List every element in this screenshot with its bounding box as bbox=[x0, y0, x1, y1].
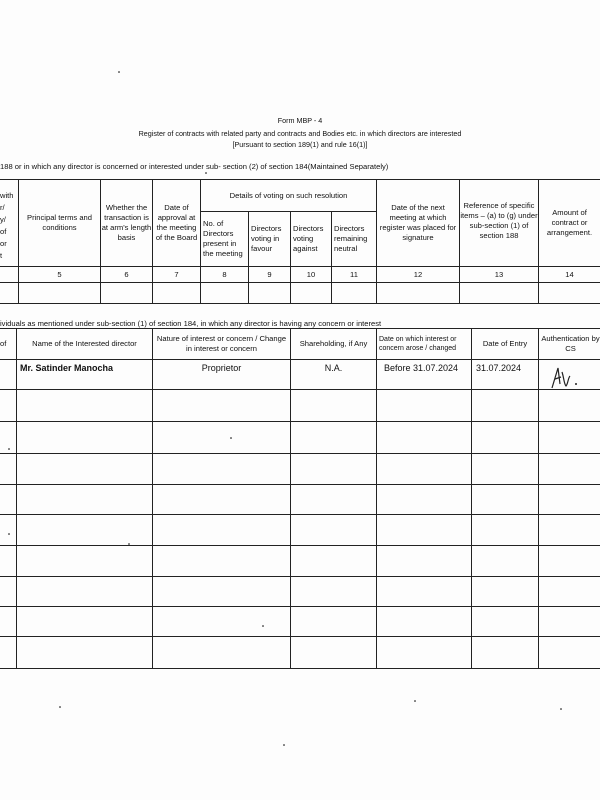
director-name: Mr. Satinder Manocha bbox=[20, 363, 114, 373]
shareholding: N.A. bbox=[324, 363, 343, 373]
table1-caption: 188 or in which any director is concerned or interested under sub- section (2) of section 184(Maintained Separately) bbox=[0, 162, 389, 171]
col-number: 13 bbox=[494, 269, 504, 279]
col-number: 11 bbox=[350, 269, 358, 279]
header-directors-present: No. of Directors present in the meeting bbox=[203, 219, 243, 258]
header-principal-terms: Principal terms and conditions bbox=[27, 213, 92, 232]
col-number: 14 bbox=[565, 269, 574, 279]
register-title: Register of contracts with related party and contracts and Bodies etc. in which directors are interested bbox=[138, 129, 462, 138]
header-col0: of bbox=[0, 339, 7, 348]
header-date-interest: Date on which interest or concern arose / changed bbox=[379, 335, 457, 352]
cs-signature bbox=[546, 362, 586, 394]
header-authentication: Authentication by CS bbox=[541, 334, 600, 353]
col-number: 8 bbox=[222, 269, 227, 279]
header-directors-against: Directors voting against bbox=[293, 224, 324, 253]
header-arms-length: Whether the transaction is at arm's length basis bbox=[101, 203, 152, 242]
header-reference-items: Reference of specific items – (a) to (g) under sub-section (1) of section 188 bbox=[460, 201, 538, 240]
table1-col0-header: with r/ y/ of or t bbox=[0, 191, 14, 260]
table2-caption: ividuals as mentioned under sub-section (1) of section 184, in which any director is having any concern or interest bbox=[0, 319, 382, 328]
nature-of-interest: Proprietor bbox=[201, 363, 242, 373]
header-shareholding: Shareholding, if Any bbox=[299, 339, 368, 348]
header-directors-favour: Directors voting in favour bbox=[251, 224, 282, 253]
col-number: 9 bbox=[267, 269, 272, 279]
header-directors-neutral: Directors remaining neutral bbox=[334, 224, 368, 253]
header-next-meeting: Date of the next meeting at which register was placed for signature bbox=[379, 203, 457, 242]
header-approval-date: Date of approval at the meeting of the Board bbox=[155, 203, 198, 242]
header-date-entry: Date of Entry bbox=[482, 339, 528, 348]
header-nature-of-interest: Nature of interest or concern / Change in interest or concern bbox=[156, 334, 287, 353]
col-number: 6 bbox=[124, 269, 129, 279]
col-number: 12 bbox=[413, 269, 423, 279]
date-interest-arose: Before 31.07.2024 bbox=[384, 363, 459, 373]
header-interested-director: Name of the Interested director bbox=[32, 339, 137, 348]
pursuant-note: [Pursuant to section 189(1) and rule 16(1)] bbox=[232, 140, 368, 149]
form-title: Form MBP - 4 bbox=[277, 116, 323, 125]
col-number: 10 bbox=[306, 269, 316, 279]
col-number: 7 bbox=[174, 269, 179, 279]
col-number: 5 bbox=[57, 269, 62, 279]
date-of-entry: 31.07.2024 bbox=[476, 363, 522, 373]
header-amount: Amount of contract or arrangement. bbox=[546, 208, 593, 237]
header-voting-details: Details of voting on such resolution bbox=[229, 190, 348, 200]
